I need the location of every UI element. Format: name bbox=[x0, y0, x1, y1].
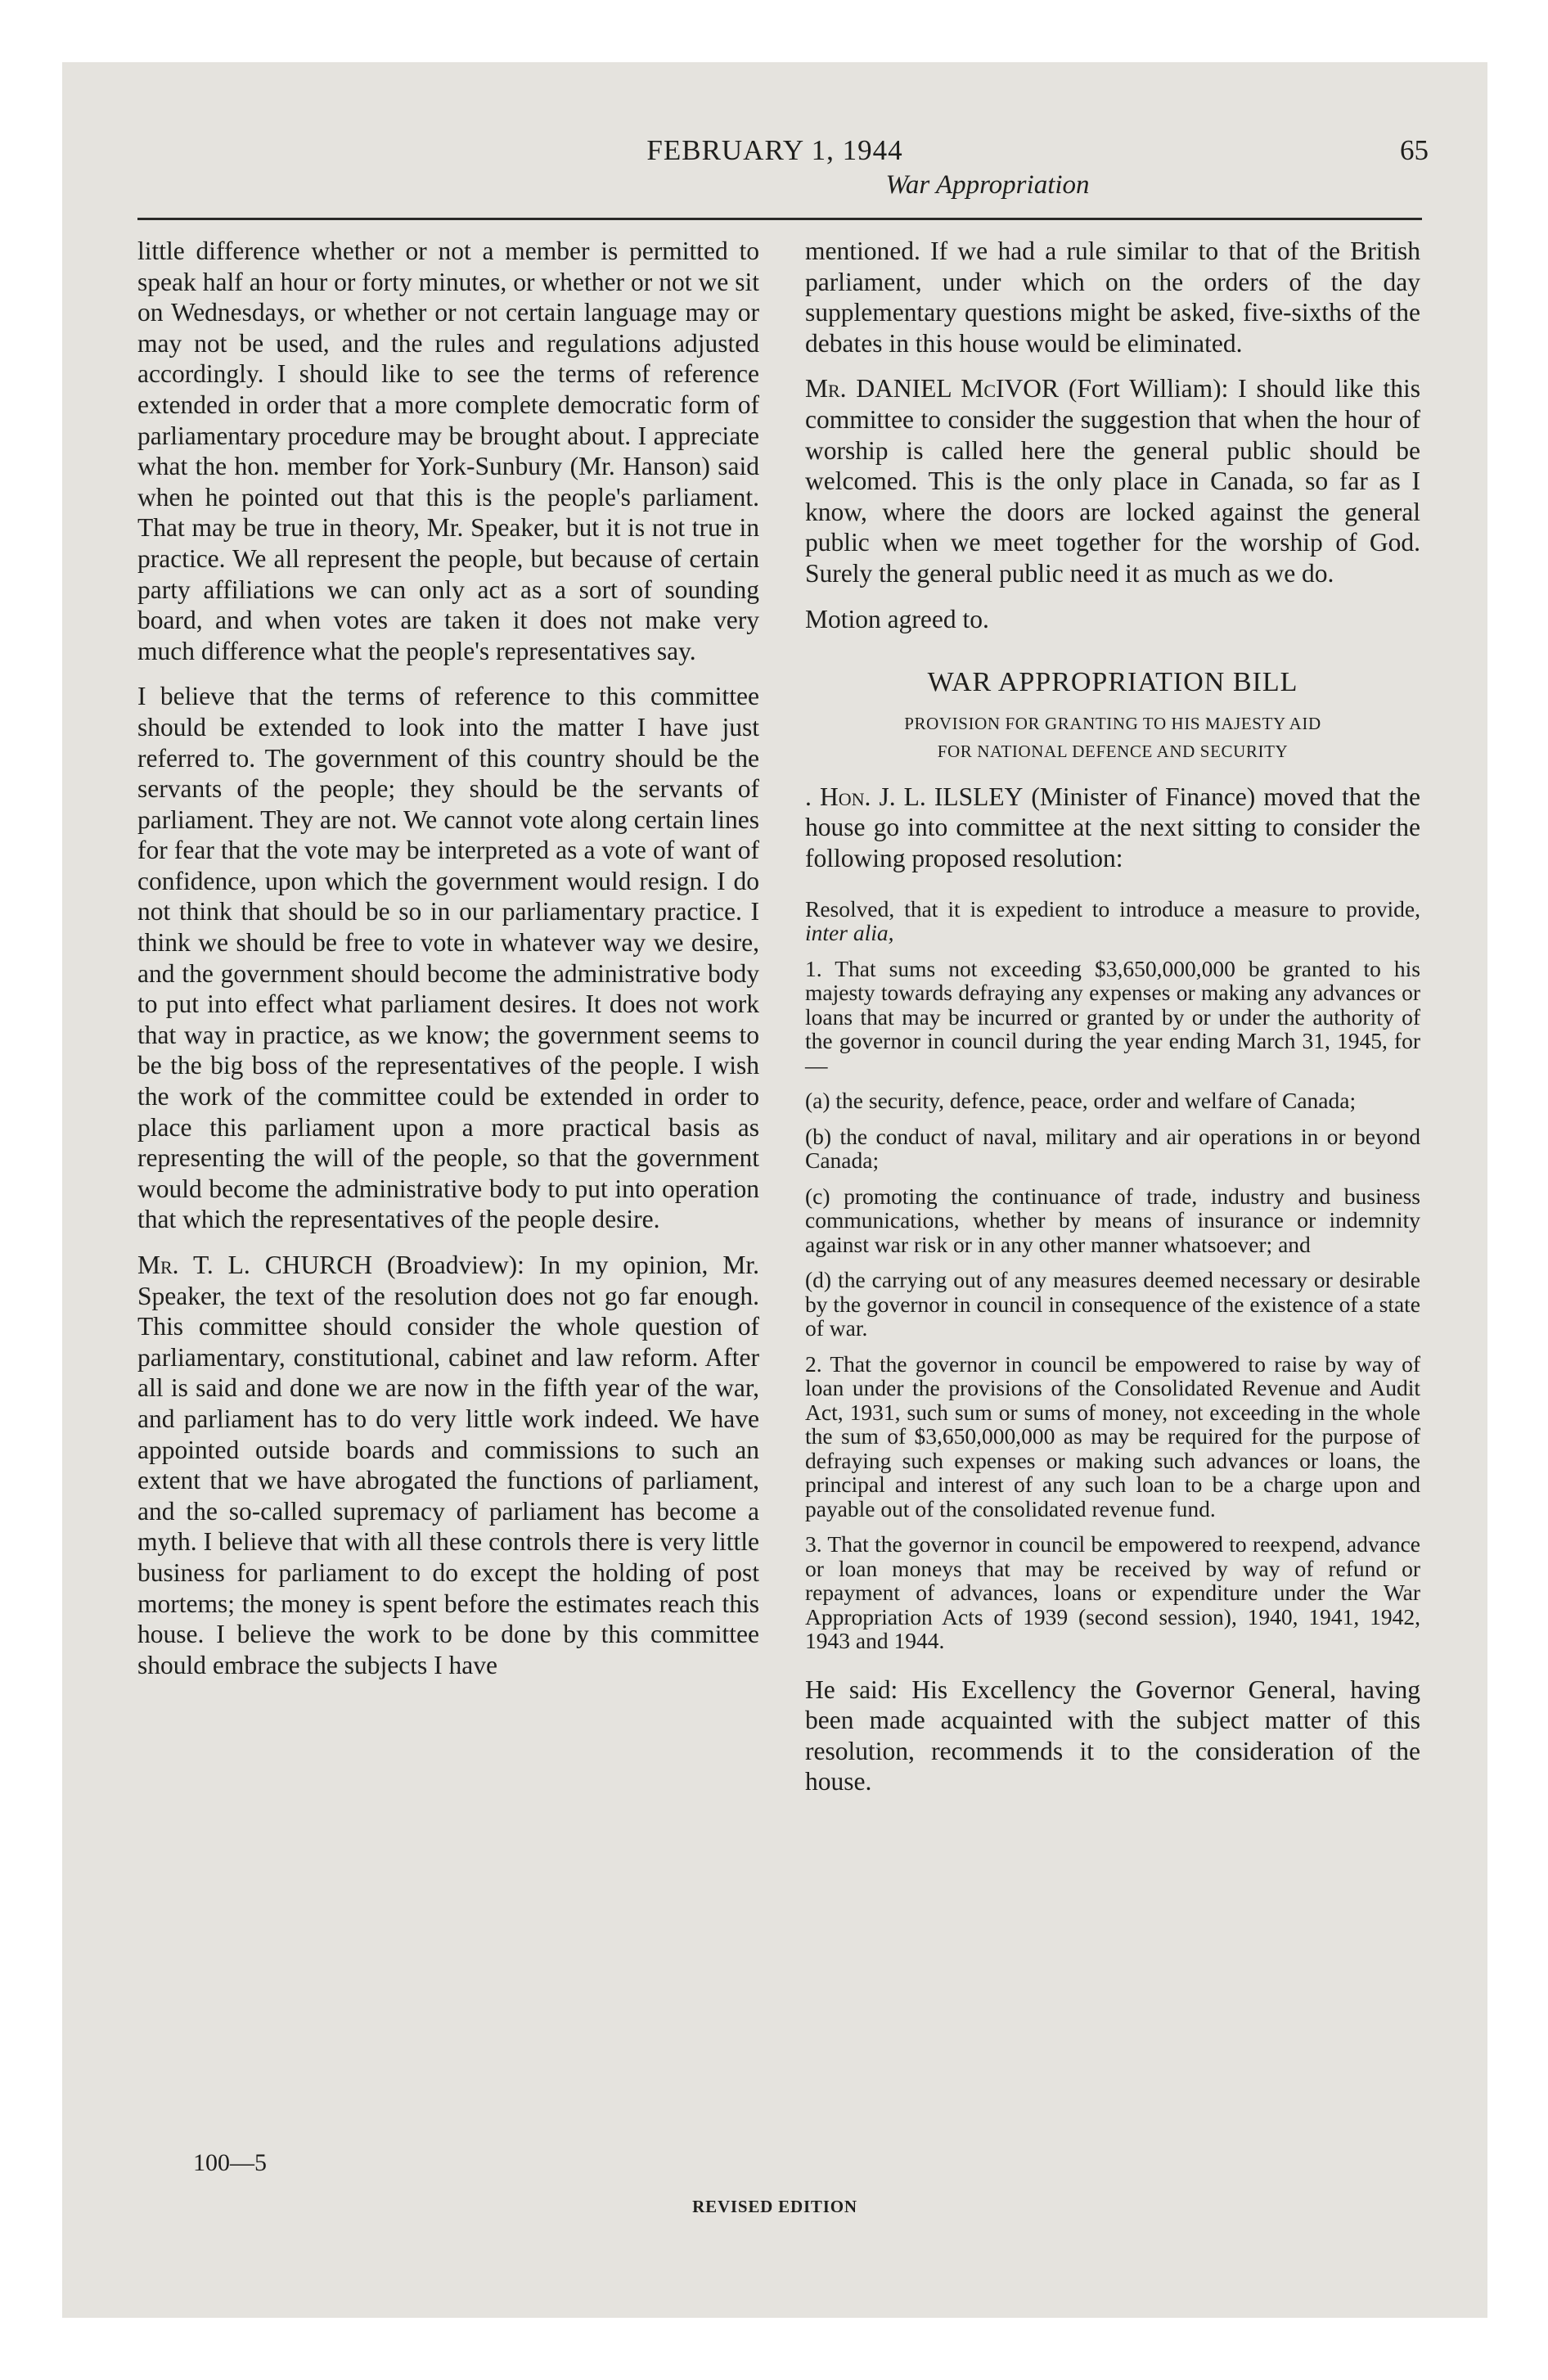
resolution-item-c: (c) promoting the continuance of trade, industry and business communications, whether by means of insurance or indemnity against war risk or in any other manner whatsoever; and bbox=[805, 1183, 1420, 1257]
resolution-preamble-text: Resolved, that it is expedient to introduce a measure to provide, bbox=[805, 895, 1420, 922]
speech-text: (Fort William): I should like this committee to consider the suggestion that when the hour of worship is called here the general public should be welcomed. This is the only place in Canada, so far as I know, where the doors are locked against the general public when we meet together for the worship of God. Surely the general public need it as much as we do. bbox=[805, 374, 1420, 588]
resolution-item-3: 3. That the governor in council be empowered to reexpend, advance or loan moneys that may be received by way of refund or repayment of advances, loans or expenditure under the War Appropriation Acts of 1939 (second session), 1940, 1941, 1942, 1943 and 1944. bbox=[805, 1531, 1420, 1653]
scanned-page bbox=[62, 62, 1487, 2318]
paragraph-mcivor bbox=[805, 373, 1420, 588]
header-rule bbox=[137, 218, 1422, 220]
resolution-item-b: (b) the conduct of naval, military and air operations in or beyond Canada; bbox=[805, 1123, 1420, 1173]
resolution-preamble-italic: inter alia, bbox=[805, 920, 894, 945]
paragraph-terms-of-reference: I believe that the terms of reference to this committee should be extended to look into the matter I have just referred to. The government of this country should be the servants of the people; they should be the servants of parliament. They are not. We cannot vote along certain lines for fear that the vote may be interpreted as a vote of want of confidence, upon which the government would resign. I do not think that should be so in our parliamentary practice. I think we should be free to vote in whatever way we desire, and the government should become the administrative body to put into effect what parliament desires. It does not work that way in practice, as we know; the government seems to be the big boss of the representatives of the people. I wish the work of the committee could be extended in order to place this parliament upon a more practical basis as representing the will of the people, so that the government would become the administrative body to put into operation that which the representatives of the people desire. bbox=[137, 682, 759, 1234]
speech-text: (Broadview): In my opinion, Mr. Speaker, the text of the resolution does not go far enough. This committee should consider the whole question of parliamentary, constitutional, cabinet and law reform. After all is said and done we are now in the fifth year of the war, and parliament has to do very little work indeed. We have appointed outside boards and commissions to such an extent that we have abrogated the functions of parliament, and the so-called supremacy of parliament has become a myth. I believe that with all these controls there is very little business for parliament to do except the holding of post mortems; the money is spent before the estimates reach this house. I believe the work to be done by this committee should embrace the subjects I have bbox=[137, 1251, 759, 1679]
header-date: FEBRUARY 1, 1944 bbox=[646, 134, 903, 166]
resolution-item-2: 2. That the governor in council be empowered to raise by way of loan under the provisions of the Consolidated Revenue and Audit Act, 1931, such sum or sums of money, not exceeding in the whole the sum of $3,650,000,000 as may be required for the purpose of defraying such expenses or making such advances or loans, the principal and interest of any such loan to be a charge upon and payable out of the consolidated revenue fund. bbox=[805, 1350, 1420, 1521]
speaker-name: Mr. T. L. CHURCH bbox=[137, 1251, 373, 1279]
speaker-name: Mr. DANIEL McIVOR bbox=[805, 374, 1059, 403]
section-subtitle-line-1: PROVISION FOR GRANTING TO HIS MAJESTY AID bbox=[904, 713, 1321, 733]
section-subtitle-line-2: FOR NATIONAL DEFENCE AND SECURITY bbox=[937, 741, 1289, 761]
motion-agreed: Motion agreed to. bbox=[805, 604, 989, 633]
section-title: WAR APPROPRIATION BILL bbox=[927, 667, 1298, 698]
paragraph-continued-right: mentioned. If we had a rule similar to that of the British parliament, under which on the orders of the day supplementary questions might be asked, five-sixths of the debates in this house would be eliminated. bbox=[805, 237, 1420, 358]
right-column bbox=[805, 236, 1420, 1797]
resolution-item-a: (a) the security, defence, peace, order and welfare of Canada; bbox=[805, 1088, 1357, 1113]
resolution-block bbox=[805, 897, 1420, 1653]
paragraph-continued: little difference whether or not a member is permitted to speak half an hour or forty minutes, or whether or not we sit on Wednesdays, or whether or not certain language may or may not be used, and the rules and regulations adjusted accordingly. I should like to see the terms of reference extended in order that a more complete democratic form of parliamentary procedure may be brought about. I appreciate what the hon. member for York-Sunbury (Mr. Hanson) said when he pointed out that this is the people's parliament. That may be true in theory, Mr. Speaker, but it is not true in practice. We all represent the people, but because of certain party affiliations we can only act as a sort of sounding board, and when votes are taken it does not make very much difference what the people's representatives say. bbox=[137, 237, 759, 665]
resolution-preamble bbox=[805, 897, 1420, 945]
left-column bbox=[137, 236, 759, 1680]
resolution-item-1: 1. That sums not exceeding $3,650,000,000 be granted to his majesty towards defraying any expenses or making any advances or loans that may be incurred or granted by or under the authority of the governor in council during the year ending March 31, 1945, for— bbox=[805, 955, 1420, 1078]
header-subtitle: War Appropriation bbox=[885, 170, 1090, 200]
edition-label: REVISED EDITION bbox=[692, 2197, 857, 2216]
resolution-item-d: (d) the carrying out of any measures deemed necessary or desirable by the governor in council in consequence of the existence of a state of war. bbox=[805, 1267, 1420, 1341]
speech-text: (Minister of Finance) moved that the house go into committee at the next sitting to consider the following proposed resolution: bbox=[805, 782, 1420, 872]
paragraph-he-said: He said: His Excellency the Governor General, having been made acquainted with the subject matter of this resolution, recommends it to the consideration of the house. bbox=[805, 1675, 1420, 1796]
page-number: 65 bbox=[1400, 134, 1429, 166]
paragraph-church bbox=[137, 1250, 759, 1680]
section-subtitle bbox=[805, 710, 1420, 765]
speaker-name: . Hon. J. L. ILSLEY bbox=[805, 782, 1024, 811]
signature-mark: 100—5 bbox=[193, 2149, 267, 2176]
paragraph-ilsley bbox=[805, 782, 1420, 874]
page-header bbox=[62, 62, 1487, 226]
